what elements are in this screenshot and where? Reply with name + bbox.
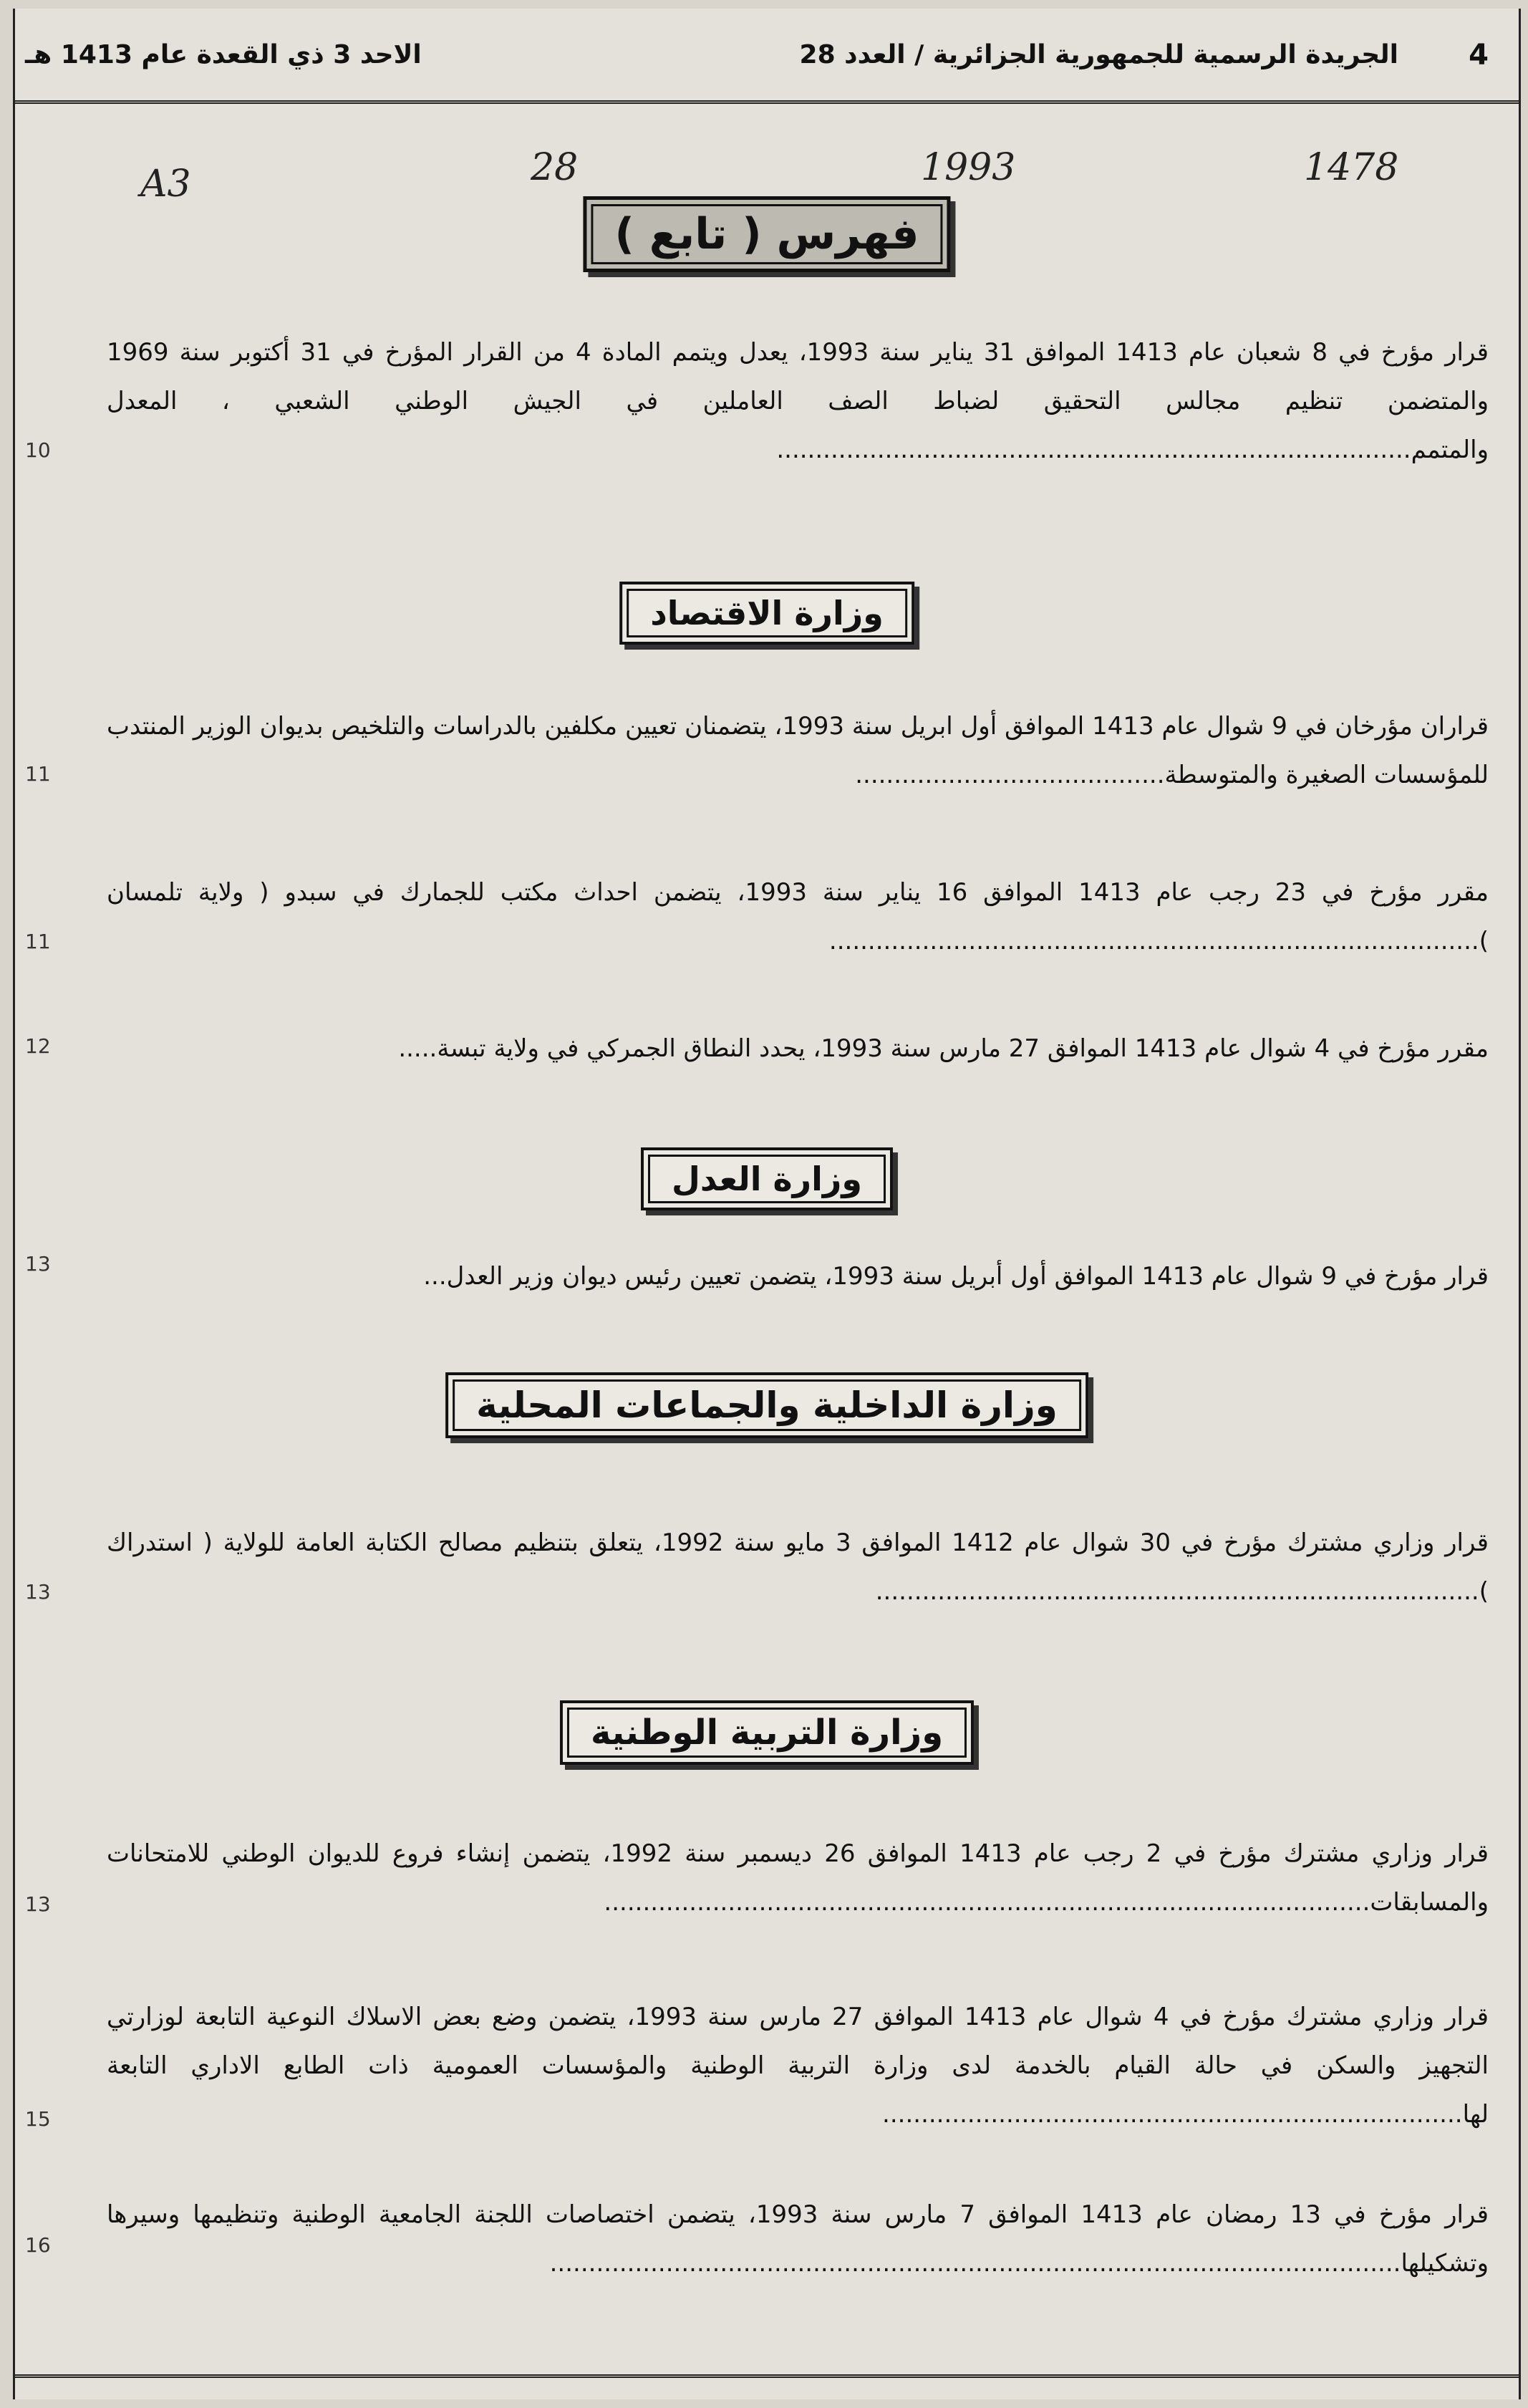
- entry-text: قرار وزاري مشترك مؤرخ في 30 شوال عام 1412 الموافق 3 مايو سنة 1992، يتعلق بتنظيم مصالح الكتابة العامة للولاية ( استدراك ): [107, 1528, 1489, 1606]
- handwritten-note-center-b: 1993: [921, 146, 1016, 189]
- entry-customs-office-sebdou: [107, 868, 1489, 965]
- entry-text: مقرر مؤرخ في 23 رجب عام 1413 الموافق 16 يناير سنة 1993، يتضمن احداث مكتب للجمارك في سبدو ( ولاية تلمسان ): [107, 878, 1489, 955]
- entry-page-number: 10: [25, 438, 51, 462]
- entry-dots: ..............................................................................: [875, 1577, 1479, 1606]
- entry-dots: .....: [398, 1034, 437, 1063]
- entry-text: قرار وزاري مشترك مؤرخ في 4 شوال عام 1413 الموافق 27 مارس سنة 1993، يتضمن وضع بعض الاسلاك النوعية التابعة لوزارتي التجهيز والسكن في حالة القيام بالخدمة لدى وزارة التربية الوطنية والمؤسسات العمومية ذات الطابع الاداري التابعة لها: [107, 2003, 1489, 2129]
- entry-text: قرار مؤرخ في 8 شعبان عام 1413 الموافق 31 يناير سنة 1993، يعدل ويتمم المادة 4 من القرار المؤرخ في 31 أكتوبر سنة 1969 والمتضمن تنظيم مجالس التحقيق لضباط الصف العاملين في الجيش الوطني الشعبي ، المعدل والمتمم: [107, 338, 1489, 464]
- entry-page-number: 12: [25, 1034, 51, 1058]
- section-heading-interior: [445, 1372, 1088, 1438]
- section-title: وزارة الاقتصاد: [627, 589, 907, 637]
- page-number: 4: [1469, 39, 1489, 72]
- section-heading-justice: [641, 1147, 893, 1210]
- index-title-box: [583, 196, 950, 272]
- section-title: وزارة العدل: [648, 1155, 886, 1203]
- entry-page-number: 13: [25, 1252, 51, 1276]
- entry-exam-office-branches: [107, 1829, 1489, 1927]
- entry-dots: ....................................................................................: [828, 927, 1479, 955]
- entry-text: مقرر مؤرخ في 4 شوال عام 1413 الموافق 27 مارس سنة 1993، يحدد النطاق الجمركي في ولاية تبسة: [437, 1034, 1489, 1063]
- section-heading-education: [560, 1700, 974, 1765]
- entry-text: قرار وزاري مشترك مؤرخ في 2 رجب عام 1413 الموافق 26 ديسمبر سنة 1992، يتضمن إنشاء فروع للديوان الوطني للامتحانات والمسابقات: [107, 1839, 1489, 1917]
- entry-dots: ..............................................................................................................: [549, 2249, 1401, 2278]
- entry-dots: ...: [423, 1262, 447, 1291]
- section-title: وزارة الداخلية والجماعات المحلية: [453, 1379, 1081, 1431]
- entry-page-number: 11: [25, 762, 51, 786]
- entry-national-university-committee: [107, 2190, 1489, 2288]
- index-title: فهرس ( تابع ): [591, 204, 942, 264]
- entry-dots: ..................................................................................: [776, 435, 1411, 464]
- footer-rule: [15, 2374, 1519, 2399]
- entry-dots: ........................................: [855, 761, 1165, 789]
- entry-dots: ...................................................................................................: [604, 1888, 1370, 1917]
- entry-specific-corps-assignment: [107, 1993, 1489, 2139]
- section-title: وزارة التربية الوطنية: [567, 1708, 967, 1758]
- publication-title: الجريدة الرسمية للجمهورية الجزائرية / العدد 28: [799, 40, 1398, 69]
- section-heading-economy: [619, 582, 914, 645]
- entry-text: قرار مؤرخ في 9 شوال عام 1413 الموافق أول أبريل سنة 1993، يتضمن تعيين رئيس ديوان وزير العدل: [446, 1262, 1489, 1291]
- entry-text: قرار مؤرخ في 13 رمضان عام 1413 الموافق 7 مارس سنة 1993، يتضمن اختصاصات اللجنة الجامعية الوطنية وتنظيمها وسيرها وتشكيلها: [107, 2200, 1489, 2278]
- entry-page-number: 13: [25, 1580, 51, 1604]
- entry-page-number: 15: [25, 2107, 51, 2131]
- entry-interior-general-secretariat: [107, 1518, 1489, 1616]
- issue-date: الاحد 3 ذي القعدة عام 1413 هـ: [25, 40, 422, 69]
- entry-decree-8-shaban: [107, 328, 1489, 474]
- entry-text: قراران مؤرخان في 9 شوال عام 1413 الموافق أول ابريل سنة 1993، يتضمنان تعيين مكلفين بالدراسات والتلخيص بديوان الوزير المنتدب للمؤسسات الصغيرة والمتوسطة: [107, 712, 1489, 789]
- handwritten-note-left: A3: [140, 163, 191, 206]
- entry-customs-zone-tebessa: [107, 1024, 1489, 1073]
- document-page: [13, 9, 1521, 2399]
- entry-page-number: 11: [25, 930, 51, 953]
- entry-page-number: 13: [25, 1892, 51, 1916]
- entry-page-number: 16: [25, 2233, 51, 2257]
- entry-justice-chief-of-staff: [107, 1252, 1489, 1301]
- entry-dots: ...........................................................................: [882, 2100, 1463, 2129]
- handwritten-note-right: 1478: [1304, 146, 1399, 189]
- entry-two-decisions-9-shawwal: [107, 702, 1489, 799]
- handwritten-note-center-a: 28: [531, 146, 579, 189]
- page-header: [15, 9, 1519, 104]
